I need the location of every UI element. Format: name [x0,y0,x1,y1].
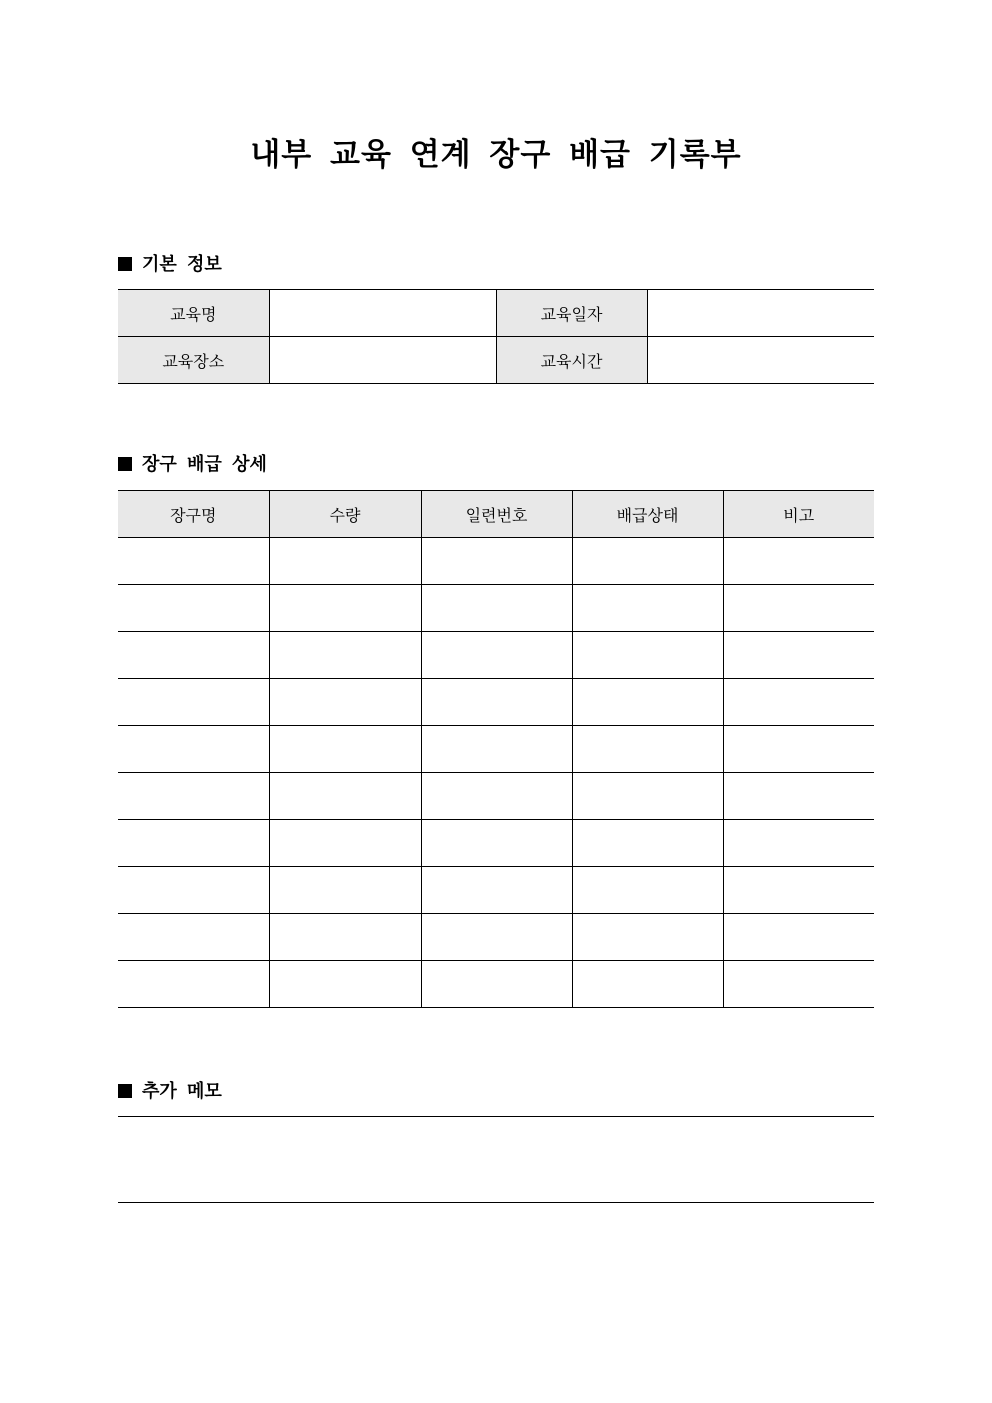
table-cell[interactable] [723,679,874,726]
table-cell[interactable] [723,538,874,585]
equipment-detail-table [118,490,874,1008]
detail-heading-text: 장구 배급 상세 [142,454,267,475]
page-title: 내부 교육 연계 장구 배급 기록부 [250,137,742,173]
detail-heading [118,452,267,478]
table-cell[interactable] [118,632,269,679]
table-row [118,632,874,679]
field-label: 교육시간 [496,337,647,384]
table-cell[interactable] [723,961,874,1008]
table-cell[interactable] [723,773,874,820]
square-bullet-icon [118,257,132,271]
column-header: 배급상태 [572,491,723,538]
table-cell[interactable] [118,961,269,1008]
table-row [118,337,874,384]
column-header: 수량 [269,491,421,538]
table-row [118,679,874,726]
table-cell[interactable] [723,726,874,773]
square-bullet-icon [118,457,132,471]
table-row [118,820,874,867]
field-value[interactable] [269,290,496,337]
table-row [118,290,874,337]
field-value[interactable] [647,290,874,337]
table-cell[interactable] [421,726,572,773]
table-row [118,961,874,1008]
table-cell[interactable] [572,914,723,961]
table-row [118,538,874,585]
table-cell[interactable] [421,679,572,726]
table-cell[interactable] [118,773,269,820]
memo-box[interactable] [118,1116,874,1203]
field-value[interactable] [647,337,874,384]
table-cell[interactable] [723,867,874,914]
table-row [118,867,874,914]
table-cell[interactable] [421,867,572,914]
table-cell[interactable] [572,585,723,632]
table-cell[interactable] [118,585,269,632]
table-cell[interactable] [723,585,874,632]
table-cell[interactable] [572,820,723,867]
table-cell[interactable] [269,867,421,914]
table-cell[interactable] [269,632,421,679]
table-row [118,773,874,820]
table-cell[interactable] [269,538,421,585]
table-cell[interactable] [118,726,269,773]
table-cell[interactable] [572,726,723,773]
square-bullet-icon [118,1084,132,1098]
table-cell[interactable] [723,914,874,961]
field-label: 교육장소 [118,337,269,384]
column-header: 장구명 [118,491,269,538]
table-cell[interactable] [118,867,269,914]
table-cell[interactable] [269,679,421,726]
field-value[interactable] [269,337,496,384]
table-cell[interactable] [723,632,874,679]
table-cell[interactable] [269,726,421,773]
table-cell[interactable] [723,820,874,867]
table-cell[interactable] [572,632,723,679]
column-header: 일련번호 [421,491,572,538]
table-row [118,914,874,961]
field-label: 교육일자 [496,290,647,337]
field-label: 교육명 [118,290,269,337]
table-cell[interactable] [421,961,572,1008]
table-row [118,726,874,773]
table-cell[interactable] [421,585,572,632]
table-cell[interactable] [118,820,269,867]
table-row [118,585,874,632]
table-cell[interactable] [118,538,269,585]
memo-heading-text: 추가 메모 [142,1081,222,1102]
table-cell[interactable] [118,914,269,961]
basic-info-heading-text: 기본 정보 [142,254,222,275]
table-cell[interactable] [269,820,421,867]
column-header: 비고 [723,491,874,538]
table-cell[interactable] [118,679,269,726]
table-cell[interactable] [421,538,572,585]
memo-heading [118,1079,222,1105]
table-cell[interactable] [572,538,723,585]
table-cell[interactable] [269,773,421,820]
table-cell[interactable] [269,585,421,632]
basic-info-heading [118,252,222,278]
table-cell[interactable] [572,867,723,914]
table-cell[interactable] [421,773,572,820]
table-cell[interactable] [572,961,723,1008]
table-cell[interactable] [421,632,572,679]
basic-info-table [118,289,874,384]
table-cell[interactable] [421,914,572,961]
table-header-row [118,491,874,538]
table-cell[interactable] [572,773,723,820]
table-cell[interactable] [421,820,572,867]
table-cell[interactable] [269,914,421,961]
table-cell[interactable] [572,679,723,726]
table-cell[interactable] [269,961,421,1008]
